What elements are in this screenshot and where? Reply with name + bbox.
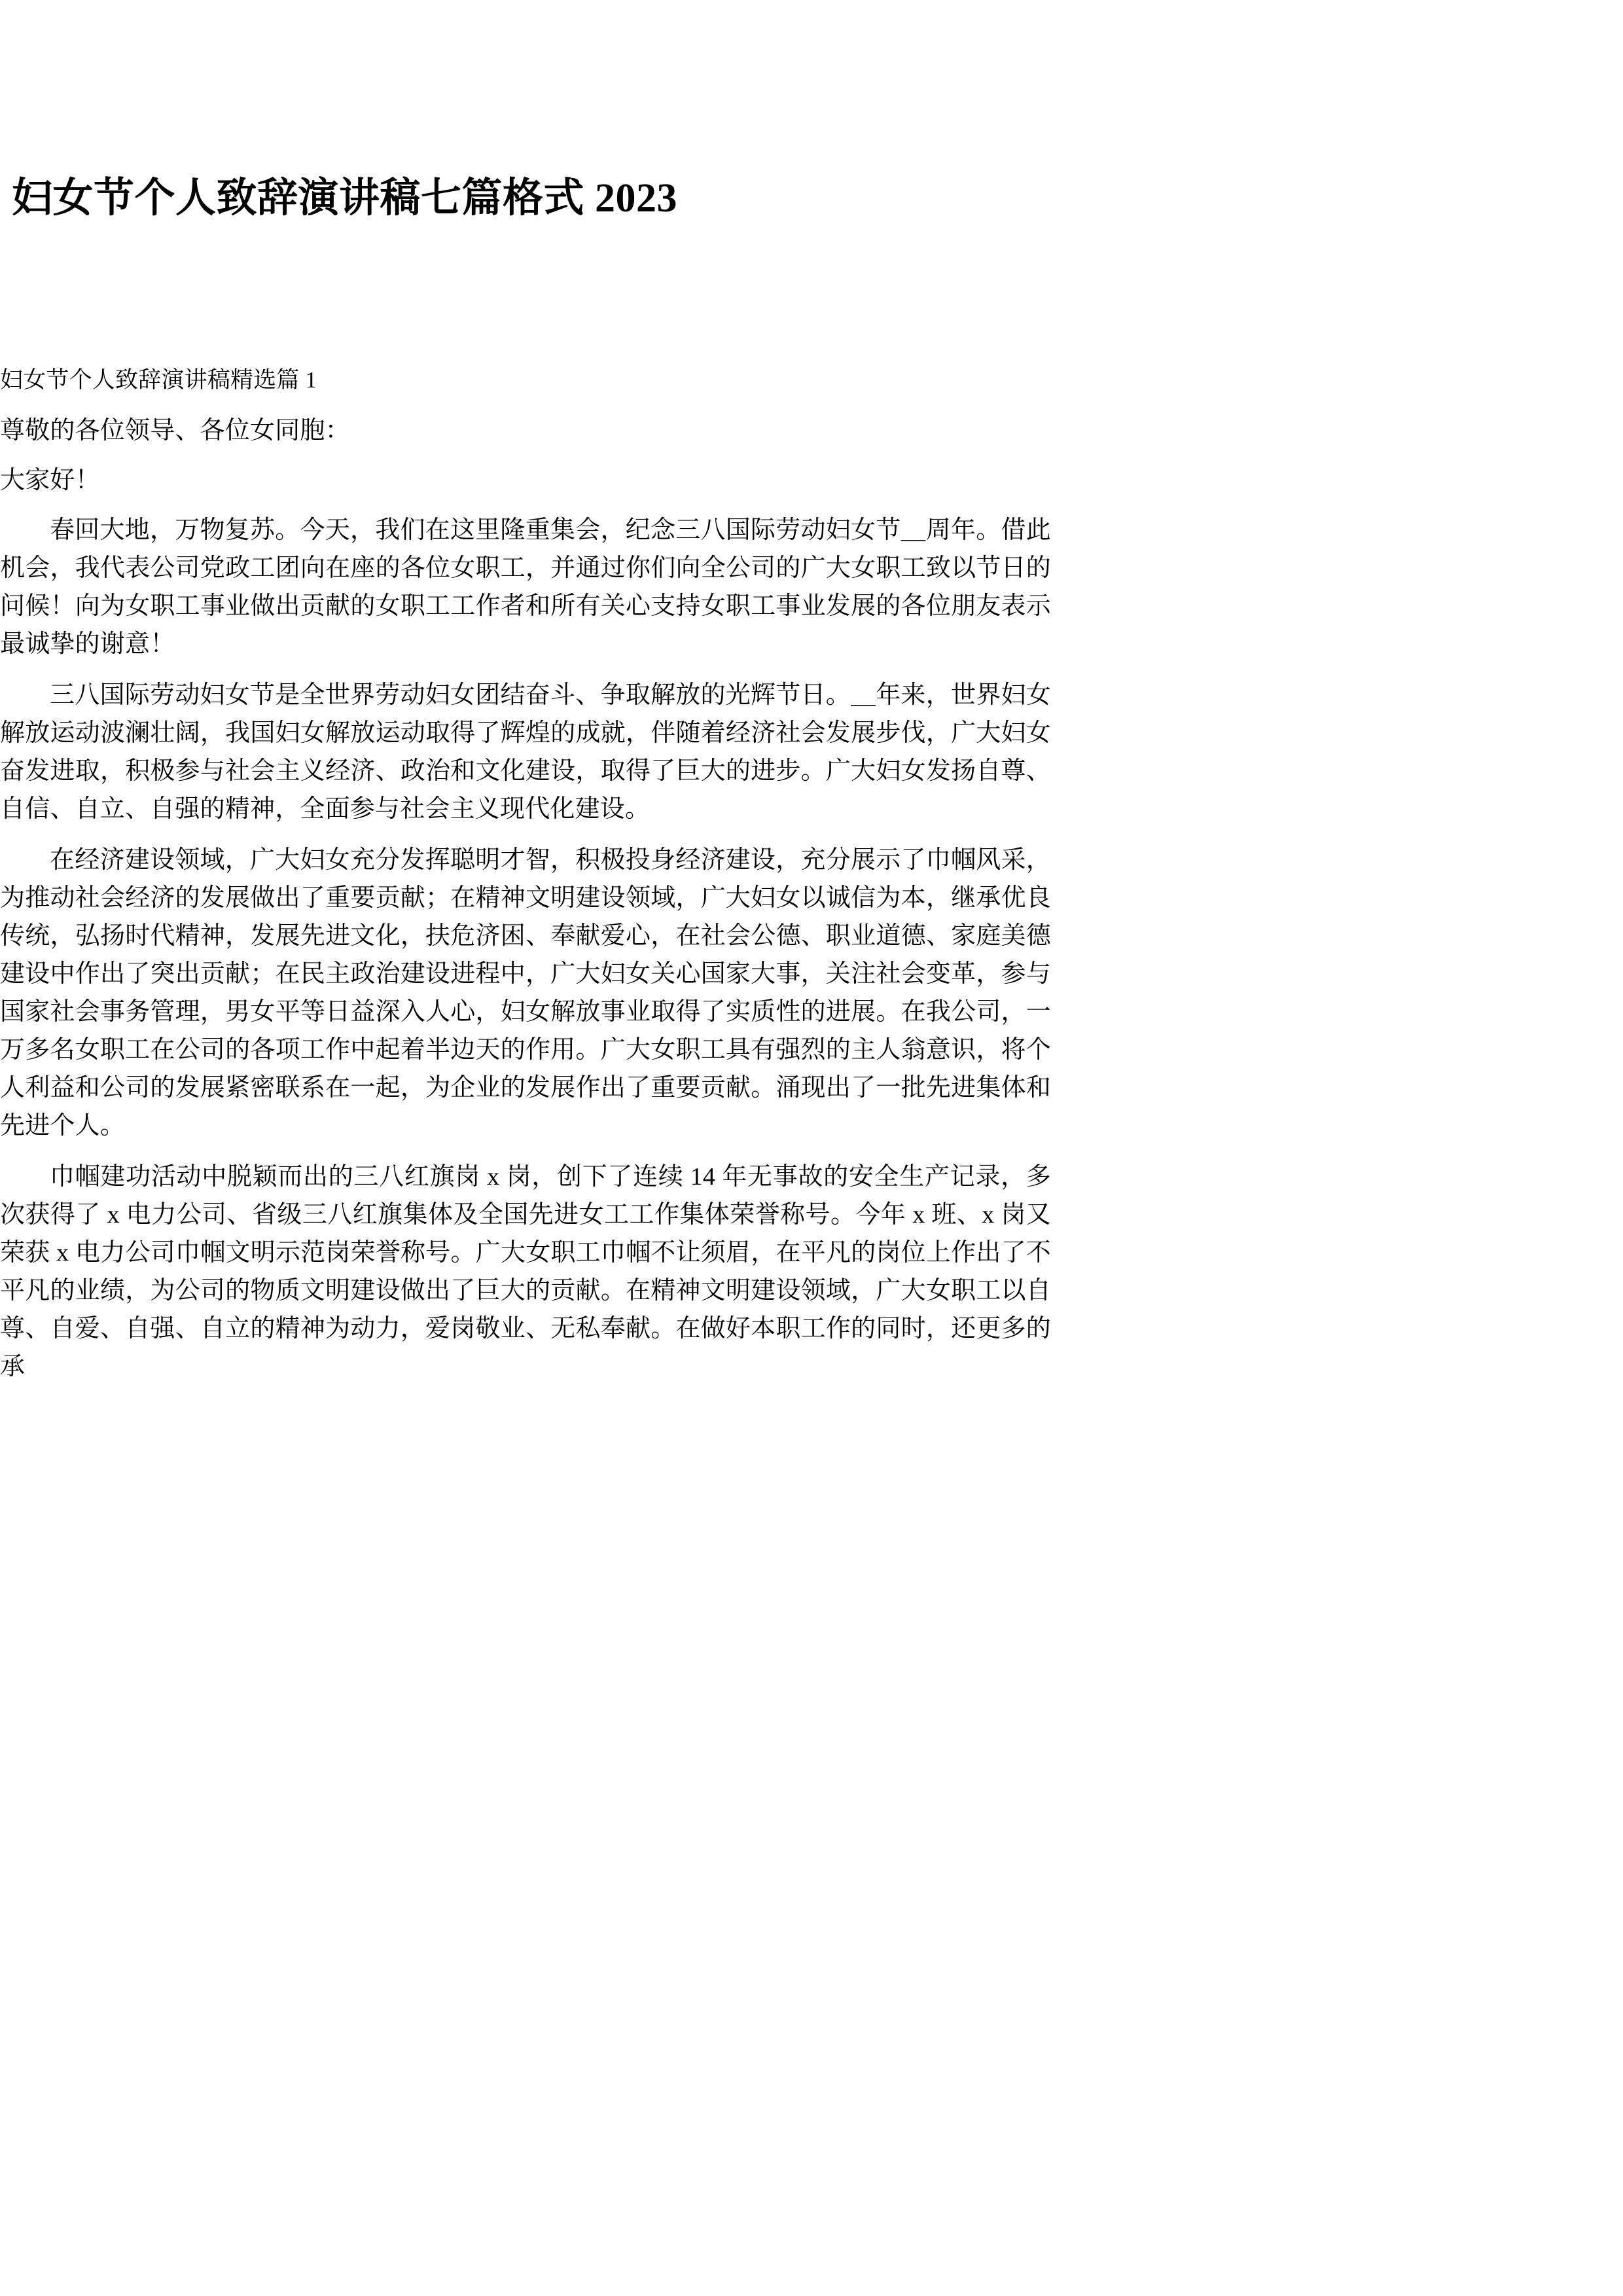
document-body xyxy=(0,363,1051,1386)
salutation-line: 尊敬的各位领导、各位女同胞： xyxy=(0,417,350,444)
body-paragraph-2: 三八国际劳动妇女节是全世界劳动妇女团结奋斗、争取解放的光辉节日。＿年来，世界妇女解放运动波澜壮阔，我国妇女解放运动取得了辉煌的成就，伴随着经济社会发展步伐，广大妇女奋发进取，积极参与社会主义经济、政治和文化建设，取得了巨大的进步。广大妇女发扬自尊、自信、自立、自强的精神，全面参与社会主义现代化建设。 xyxy=(0,681,1051,823)
greeting-line: 大家好！ xyxy=(0,467,100,494)
page-title: 妇女节个人致辞演讲稿七篇格式 2023 xyxy=(12,176,678,221)
body-paragraph-4: 巾帼建功活动中脱颖而出的三八红旗岗 x 岗，创下了连续 14 年无事故的安全生产记录，多次获得了 x 电力公司、省级三八红旗集体及全国先进女工工作集体荣誉称号。今年 x 班、x 岗又荣获 x 电力公司巾帼文明示范岗荣誉称号。广大女职工巾帼不让须眉，在平凡的岗位上作出了不平凡的业绩，为公司的物质文明建设做出了巨大的贡献。在精神文明建设领域，广大女职工以自尊、自爱、自强、自立的精神为动力，爱岗敬业、无私奉献。在做好本职工作的同时，还更多的承 xyxy=(0,1163,1051,1380)
body-paragraph-3: 在经济建设领域，广大妇女充分发挥聪明才智，积极投身经济建设，充分展示了巾帼风采，为推动社会经济的发展做出了重要贡献；在精神文明建设领域，广大妇女以诚信为本，继承优良传统，弘扬时代精神，发展先进文化，扶危济困、奉献爱心，在社会公德、职业道德、家庭美德建设中作出了突出贡献；在民主政治建设进程中，广大妇女关心国家大事，关注社会变革，参与国家社会事务管理，男女平等日益深入人心，妇女解放事业取得了实质性的进展。在我公司，一万多名女职工在公司的各项工作中起着半边天的作用。广大女职工具有强烈的主人翁意识，将个人利益和公司的发展紧密联系在一起，为企业的发展作出了重要贡献。涌现出了一批先进集体和先进个人。 xyxy=(0,846,1051,1139)
section-heading-line: 妇女节个人致辞演讲稿精选篇 1 xyxy=(0,367,317,393)
body-paragraph-1: 春回大地，万物复苏。今天，我们在这里隆重集会，纪念三八国际劳动妇女节＿周年。借此机会，我代表公司党政工团向在座的各位女职工，并通过你们向全公司的广大女职工致以节日的问候！向为女职工事业做出贡献的女职工工作者和所有关心支持女职工事业发展的各位朋友表示最诚挚的谢意！ xyxy=(0,516,1051,658)
